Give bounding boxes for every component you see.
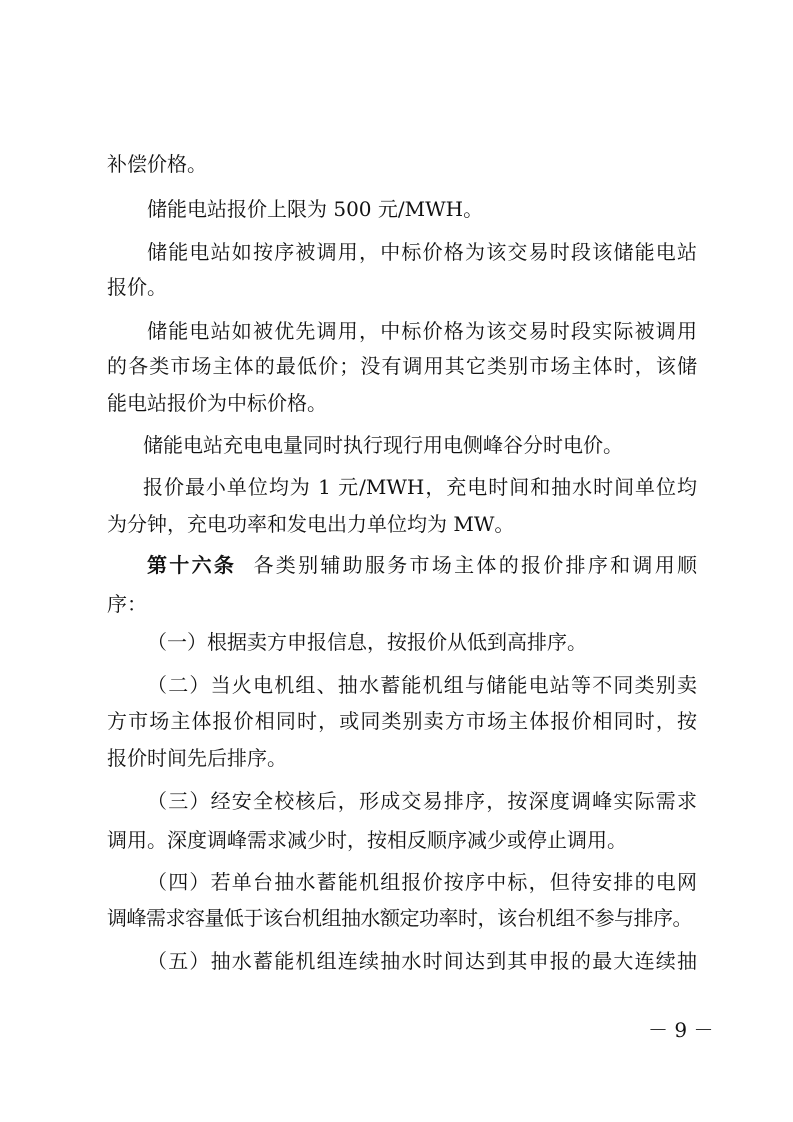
text-line: 方市场主体报价相同时，或同类别卖方市场主体报价相同时，按 xyxy=(107,709,697,733)
text-line: 为分钟，充电功率和发电出力单位均为 MW。 xyxy=(107,512,515,536)
article-heading: 第十六条 xyxy=(147,553,237,577)
list-item: （三）经安全校核后，形成交易排序，按深度调峰实际需求 xyxy=(147,789,697,813)
text-line: 的各类市场主体的最低价；没有调用其它类别市场主体时，该储 xyxy=(107,354,697,378)
text-line: 补偿价格。 xyxy=(107,152,207,176)
text-line: 报价。 xyxy=(107,275,167,299)
list-item: （四）若单台抽水蓄能机组报价按序中标，但待安排的电网 xyxy=(147,870,697,894)
article-text: 各类别辅助服务市场主体的报价排序和调用顺 xyxy=(253,553,698,577)
list-item: （五）抽水蓄能机组连续抽水时间达到其申报的最大连续抽 xyxy=(147,949,697,973)
text-line: 储能电站如被优先调用，中标价格为该交易时段实际被调用 xyxy=(147,319,697,343)
list-item: （二）当火电机组、抽水蓄能机组与储能电站等不同类别卖 xyxy=(147,673,697,697)
text-line: 储能电站报价上限为 500 元/MWH。 xyxy=(147,197,484,221)
text-line: 调用。深度调峰需求减少时，按相反顺序减少或停止调用。 xyxy=(107,828,627,852)
text-line: 储能电站充电电量同时执行现行用电侧峰谷分时电价。 xyxy=(143,433,623,457)
article-line xyxy=(147,551,697,579)
text-line: 调峰需求容量低于该台机组抽水额定功率时，该台机组不参与排序。 xyxy=(107,906,692,930)
page-number: － 9 － xyxy=(648,1018,714,1042)
text-line: 序： xyxy=(107,592,147,616)
text-line: 报价最小单位均为 1 元/MWH，充电时间和抽水时间单位均 xyxy=(143,475,697,499)
text-line: 能电站报价为中标价格。 xyxy=(107,391,327,415)
text-line: 报价时间先后排序。 xyxy=(107,746,287,770)
text-line: 储能电站如按序被调用，中标价格为该交易时段该储能电站 xyxy=(147,240,697,264)
list-item: （一）根据卖方申报信息，按报价从低到高排序。 xyxy=(147,630,587,654)
